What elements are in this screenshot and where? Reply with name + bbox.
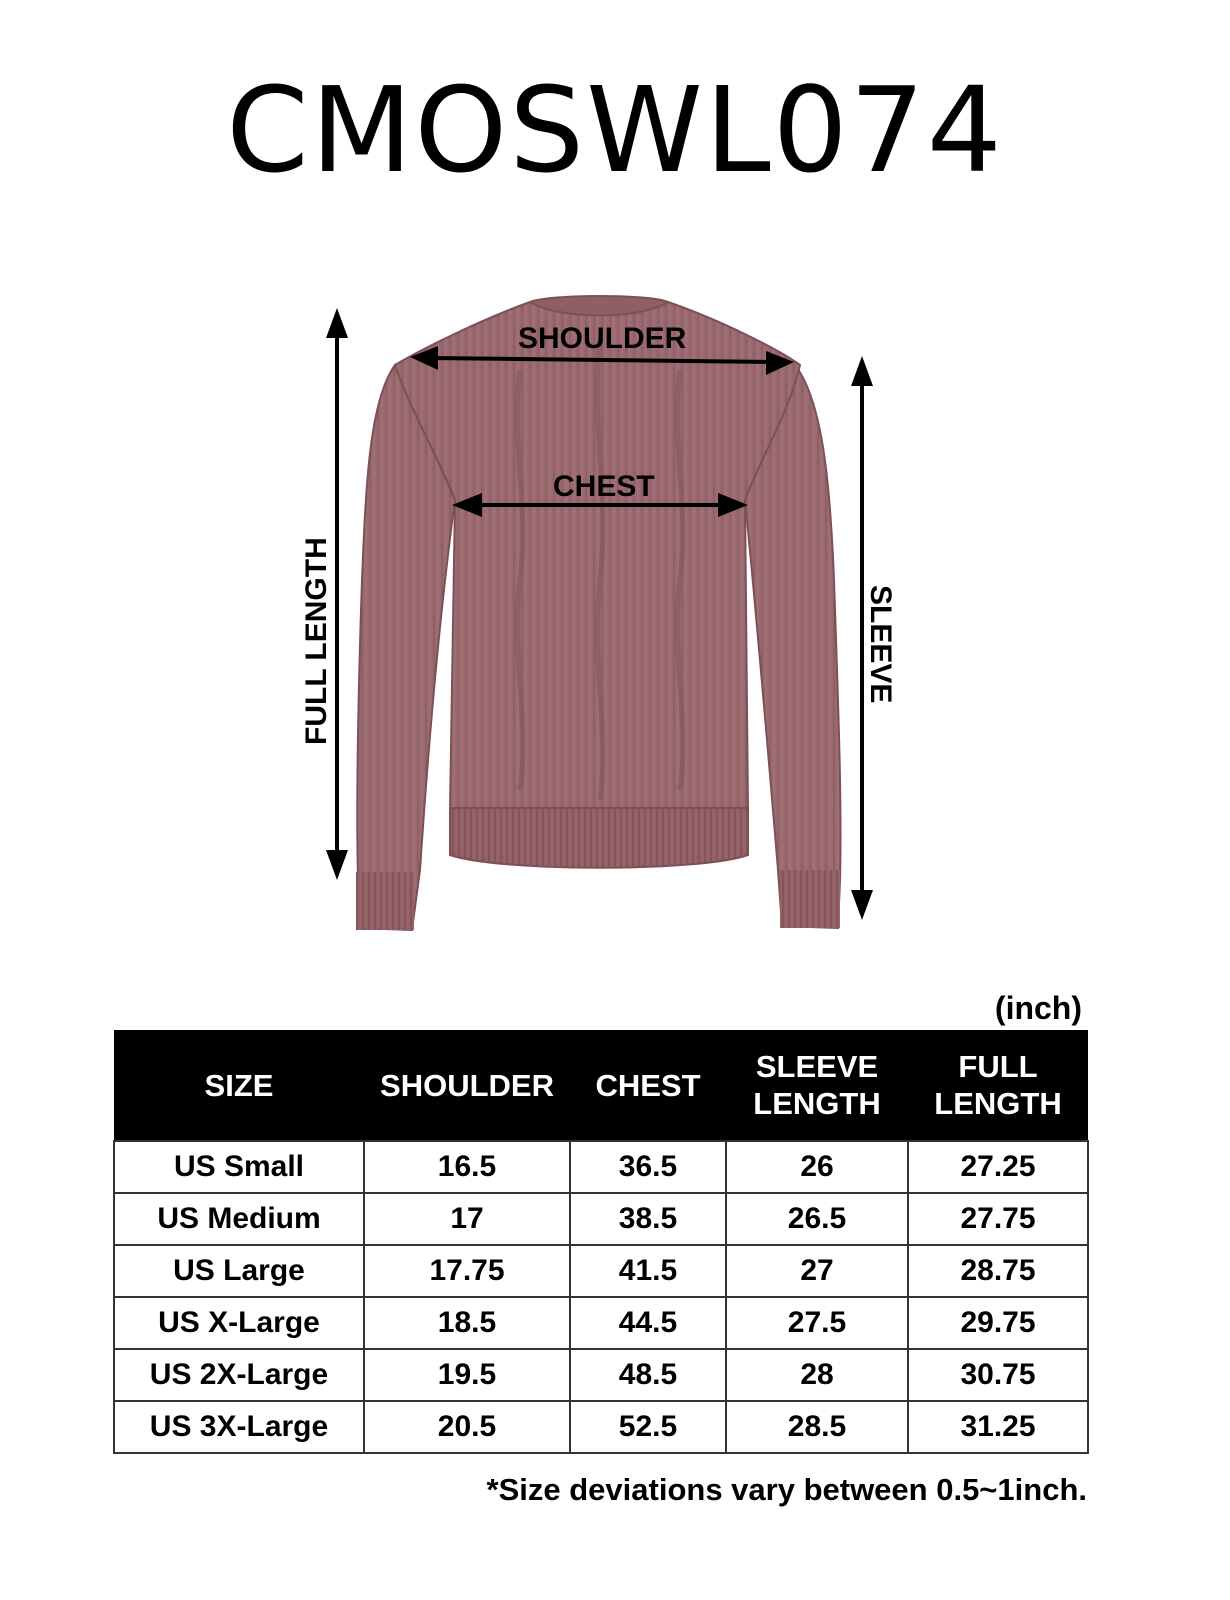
cell-chest: 52.5 [570,1401,726,1453]
table-row [114,1141,1088,1193]
cell-full-length: 31.25 [908,1401,1088,1453]
cell-full-length: 29.75 [908,1297,1088,1349]
right-cuff [780,870,840,928]
table-header-row [114,1030,1088,1141]
header-shoulder: SHOULDER [364,1030,570,1141]
header-chest: CHEST [570,1030,726,1141]
cell-sleeve-length: 27 [726,1245,908,1297]
cell-sleeve-length: 26.5 [726,1193,908,1245]
header-sleeve-length: SLEEVE LENGTH [726,1030,908,1141]
cell-sleeve-length: 27.5 [726,1297,908,1349]
table-row [114,1401,1088,1453]
product-code-title: CMOSWL074 [226,61,1004,199]
table-row [114,1245,1088,1297]
cell-full-length: 27.75 [908,1193,1088,1245]
sweater-illustration [0,280,1230,960]
cell-sleeve-length: 28 [726,1349,908,1401]
cell-size: US Large [114,1245,364,1297]
left-cuff [356,872,414,930]
header-full-length: FULL LENGTH [908,1030,1088,1141]
cell-size: US Small [114,1141,364,1193]
cell-size: US 2X-Large [114,1349,364,1401]
size-chart-table [113,1030,1089,1454]
cell-shoulder: 16.5 [364,1141,570,1193]
cell-size: US X-Large [114,1297,364,1349]
unit-label: (inch) [994,990,1082,1026]
measurement-diagram [0,280,1230,960]
table-row [114,1193,1088,1245]
cell-chest: 44.5 [570,1297,726,1349]
cell-chest: 41.5 [570,1245,726,1297]
cell-full-length: 28.75 [908,1245,1088,1297]
cell-full-length: 27.25 [908,1141,1088,1193]
size-deviation-note: *Size deviations vary between 0.5~1inch. [486,1472,1087,1507]
cell-chest: 38.5 [570,1193,726,1245]
cell-shoulder: 17.75 [364,1245,570,1297]
cell-chest: 48.5 [570,1349,726,1401]
cell-sleeve-length: 26 [726,1141,908,1193]
cell-full-length: 30.75 [908,1349,1088,1401]
cell-shoulder: 19.5 [364,1349,570,1401]
chest-label: CHEST [553,470,655,503]
cell-size: US 3X-Large [114,1401,364,1453]
cell-chest: 36.5 [570,1141,726,1193]
table-row [114,1297,1088,1349]
full-length-label: FULL LENGTH [300,537,333,745]
cell-sleeve-length: 28.5 [726,1401,908,1453]
shoulder-label: SHOULDER [518,322,687,355]
header-size: SIZE [114,1030,364,1141]
table-row [114,1349,1088,1401]
cell-shoulder: 18.5 [364,1297,570,1349]
cell-shoulder: 20.5 [364,1401,570,1453]
cell-size: US Medium [114,1193,364,1245]
cell-shoulder: 17 [364,1193,570,1245]
waistband [450,808,748,868]
sleeve-label: SLEEVE [864,585,897,704]
